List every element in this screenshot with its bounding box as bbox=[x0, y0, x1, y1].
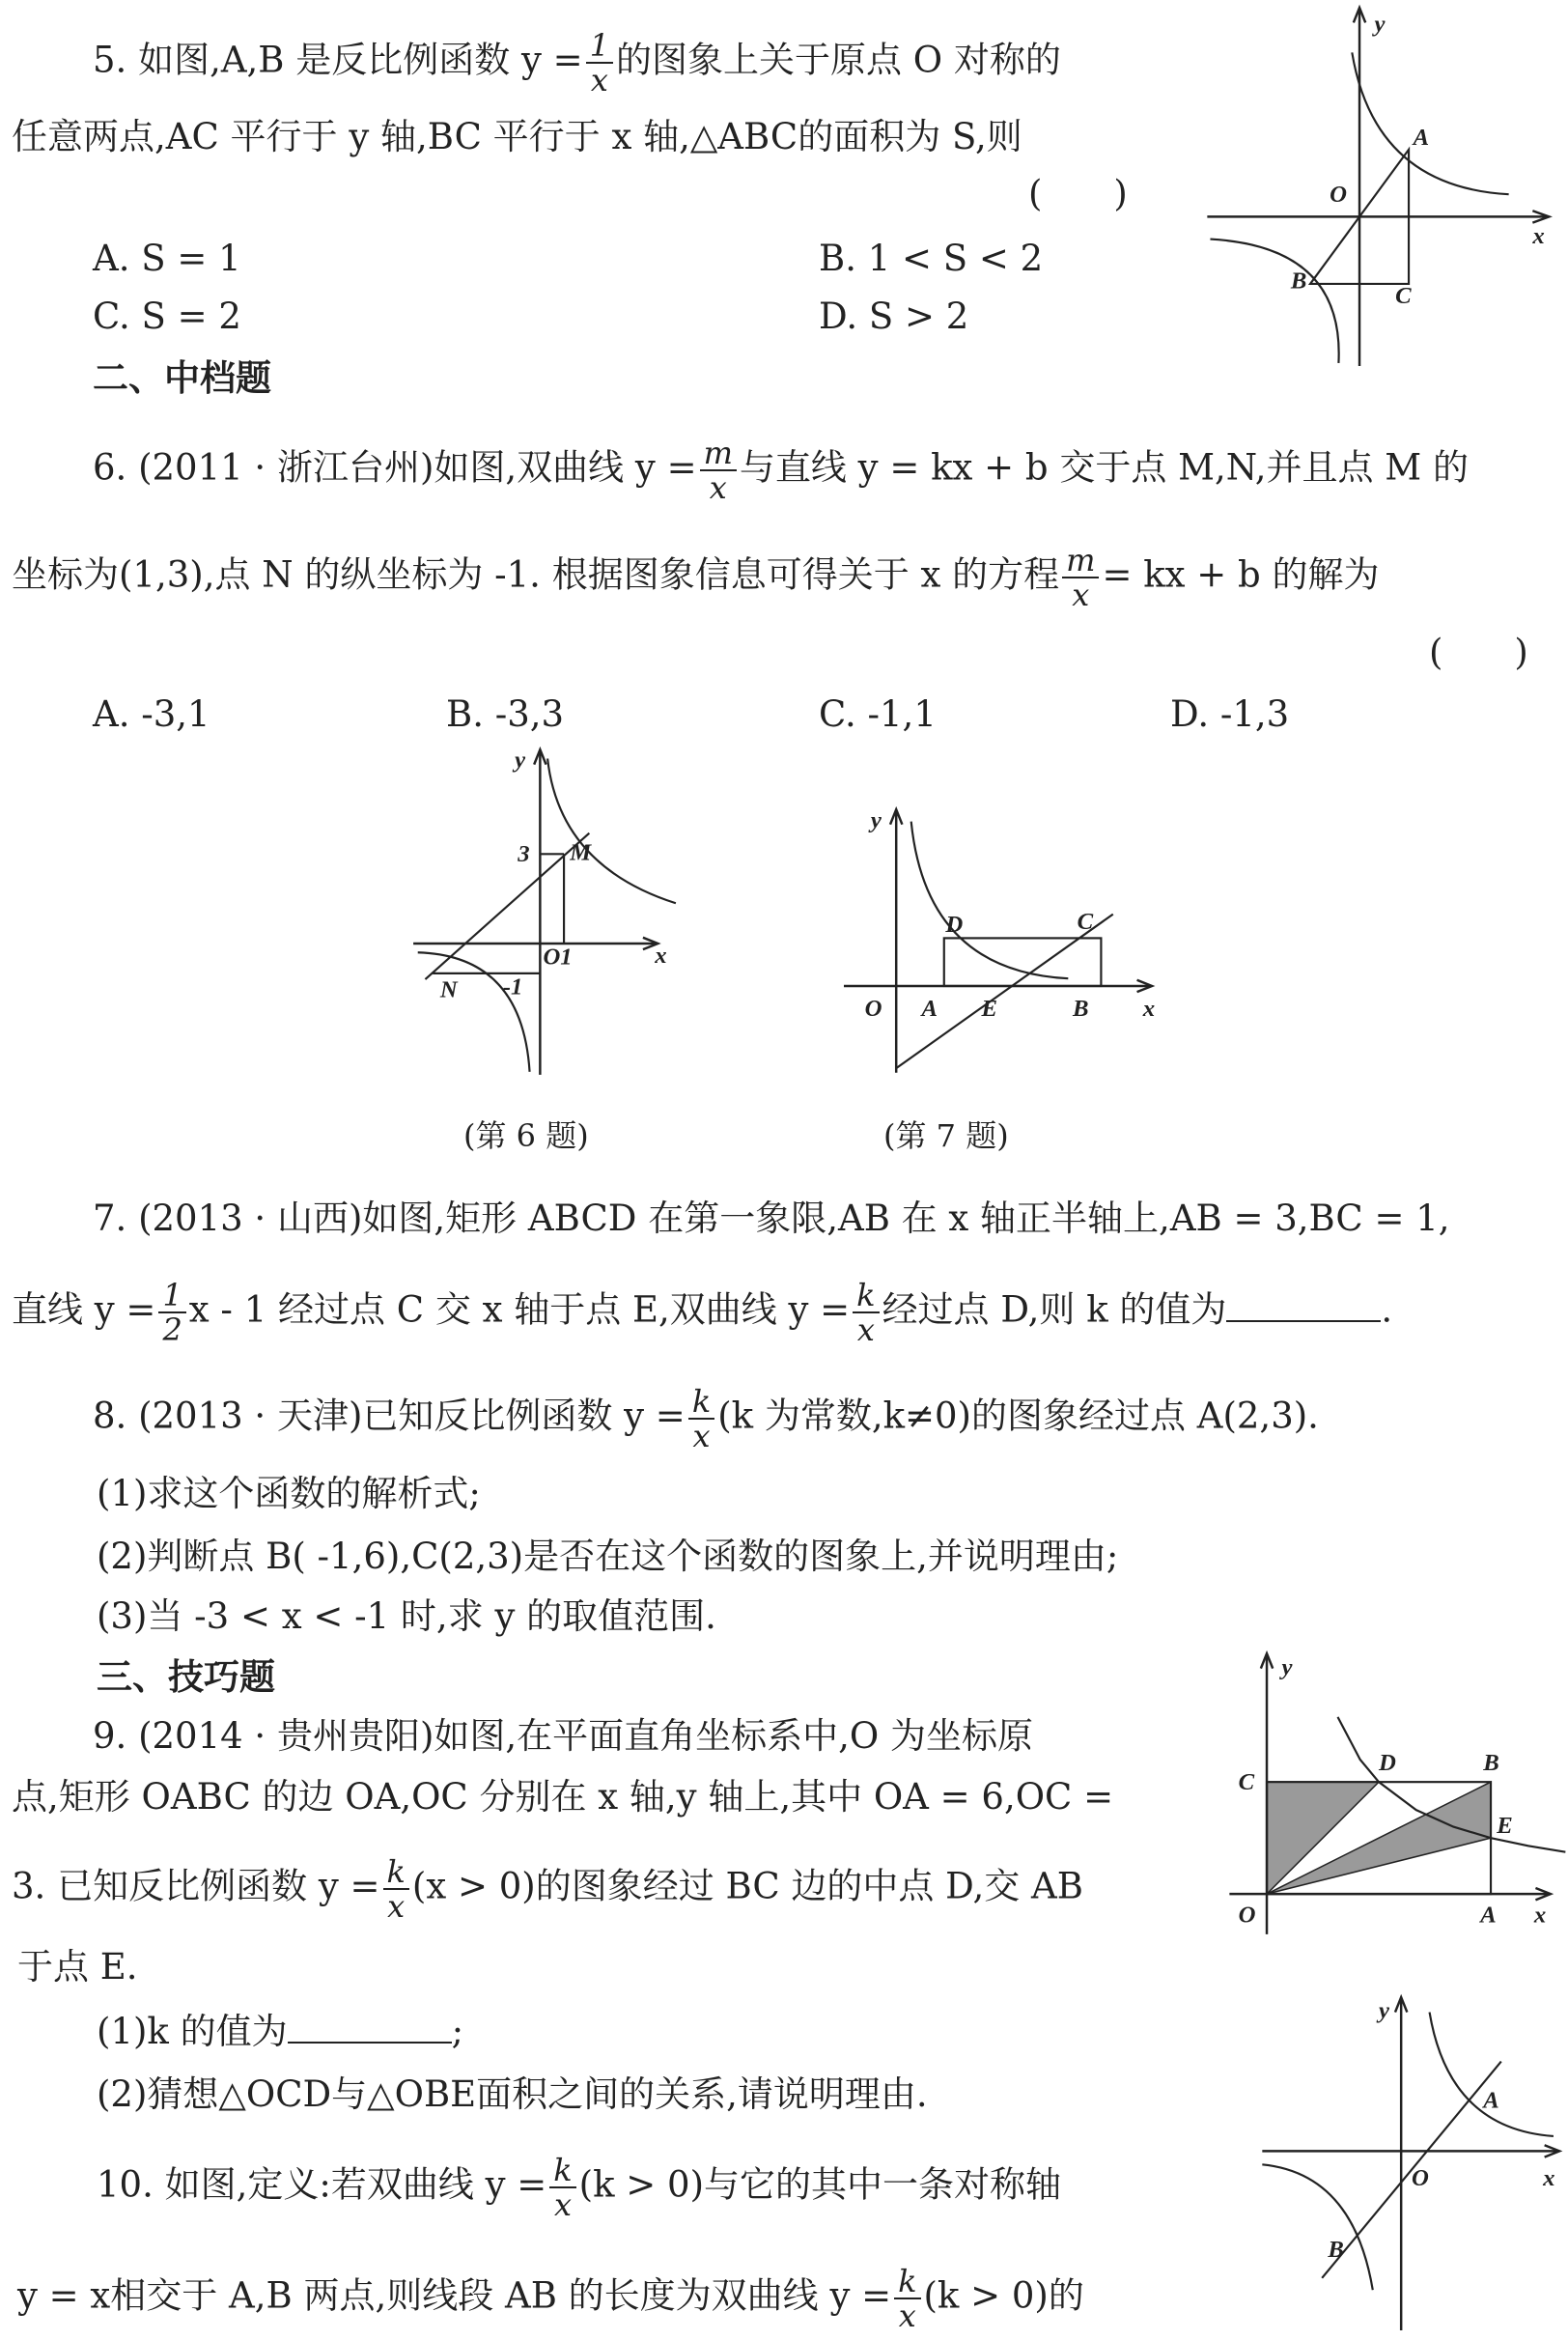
label-x: x bbox=[1533, 1902, 1547, 1929]
fraction bbox=[158, 1279, 185, 1346]
label-d: D bbox=[1379, 1749, 1396, 1776]
q9-part1 bbox=[97, 2008, 463, 2056]
q8-part1: (1)求这个函数的解析式; bbox=[97, 1473, 481, 1514]
q6-text: 坐标为(1,3),点 N 的纵坐标为 -1. 根据图象信息可得关于 x 的方程 bbox=[12, 553, 1060, 596]
fraction bbox=[700, 437, 737, 504]
q9-line3 bbox=[12, 1855, 1083, 1923]
numerator: 1 bbox=[162, 1277, 182, 1313]
q9-text: (x > 0)的图象经过 BC 边的中点 D,交 AB bbox=[411, 1865, 1083, 1907]
q7-line2 bbox=[12, 1279, 1392, 1346]
q5-line1 bbox=[93, 29, 1061, 97]
label-y: y bbox=[515, 747, 526, 774]
q10-text: 10. 如图,定义:若双曲线 y = bbox=[97, 2163, 547, 2206]
denominator: x bbox=[383, 1888, 409, 1923]
q6-text: 与直线 y = kx + b 交于点 M,N,并且点 M 的 bbox=[739, 446, 1469, 489]
q5-text: 的图象上关于原点 O 对称的 bbox=[616, 39, 1061, 81]
numerator: 1 bbox=[589, 27, 610, 64]
label-y: y bbox=[1374, 11, 1386, 38]
q6-figure-caption: (第 6 题) bbox=[463, 1117, 589, 1154]
q10-line1 bbox=[97, 2154, 1061, 2221]
fraction bbox=[586, 29, 613, 97]
numerator: m bbox=[1066, 542, 1096, 578]
label-m: M bbox=[570, 839, 592, 866]
q7-line1: 7. (2013 · 山西)如图,矩形 ABCD 在第一象限,AB 在 x 轴正半轴上,AB = 3,BC = 1, bbox=[93, 1198, 1450, 1239]
q6-option-d: D. -1,3 bbox=[1170, 693, 1290, 735]
label-c: C bbox=[1077, 909, 1094, 936]
q5-figure bbox=[1195, 8, 1554, 366]
numerator: k bbox=[691, 1383, 712, 1420]
fraction bbox=[549, 2154, 575, 2221]
denominator: 2 bbox=[158, 1311, 185, 1346]
label-c: C bbox=[1238, 1768, 1255, 1795]
hyperbola-branch bbox=[1210, 240, 1338, 363]
q5-line2: 任意两点,AC 平行于 y 轴,BC 平行于 x 轴,△ABC的面积为 S,则 bbox=[12, 116, 1022, 157]
q6-option-a: A. -3,1 bbox=[93, 693, 210, 735]
q6-answer-paren: ( ) bbox=[1429, 632, 1528, 673]
denominator: x bbox=[1062, 577, 1099, 611]
q10-figure bbox=[1262, 1994, 1561, 2330]
q5-answer-paren: ( ) bbox=[1028, 173, 1128, 214]
q5-option-b: B. 1 < S < 2 bbox=[819, 238, 1044, 279]
label-a: A bbox=[1483, 2087, 1499, 2114]
numerator: k bbox=[553, 2152, 573, 2188]
label-a: A bbox=[1480, 1902, 1497, 1929]
label-o: O bbox=[1238, 1902, 1256, 1929]
label-e: E bbox=[1497, 1812, 1513, 1839]
label-b: B bbox=[1290, 268, 1307, 295]
label-3: 3 bbox=[518, 841, 530, 868]
fraction bbox=[853, 1279, 879, 1346]
label-d: D bbox=[945, 912, 964, 939]
label-n: N bbox=[439, 976, 458, 1003]
q5-option-d: D. S > 2 bbox=[819, 296, 969, 337]
q7-text: . bbox=[1381, 1288, 1393, 1331]
denominator: x bbox=[586, 62, 613, 97]
q9-text: 3. 已知反比例函数 y = bbox=[12, 1865, 380, 1907]
q9-text: ; bbox=[451, 2011, 464, 2052]
q10-text: y = x相交于 A,B 两点,则线段 AB 的长度为双曲线 y = bbox=[17, 2274, 892, 2317]
hyperbola-branch bbox=[1352, 52, 1508, 194]
label-y: y bbox=[870, 806, 882, 833]
q10-text: (k > 0)的 bbox=[923, 2274, 1084, 2317]
label-o: O bbox=[864, 995, 882, 1022]
numerator: m bbox=[703, 435, 733, 471]
q7-text: 经过点 D,则 k 的值为 bbox=[882, 1288, 1227, 1331]
q6-option-b: B. -3,3 bbox=[446, 693, 565, 735]
q10-line2 bbox=[17, 2265, 1084, 2332]
q10-text: (k > 0)与它的其中一条对称轴 bbox=[578, 2163, 1062, 2206]
denominator: x bbox=[688, 1418, 714, 1452]
q6-line1 bbox=[93, 437, 1469, 504]
q5-option-a: A. S = 1 bbox=[93, 238, 241, 279]
fraction bbox=[1062, 544, 1099, 611]
label-x: x bbox=[1543, 2164, 1555, 2191]
q6-option-c: C. -1,1 bbox=[819, 693, 937, 735]
q6-text: 6. (2011 · 浙江台州)如图,双曲线 y = bbox=[93, 446, 697, 489]
label-neg1: -1 bbox=[502, 973, 523, 1001]
denominator: x bbox=[853, 1311, 879, 1346]
q9-text: (1)k 的值为 bbox=[97, 2011, 288, 2052]
section-heading-2: 二、中档题 bbox=[93, 356, 271, 399]
label-b: B bbox=[1328, 2237, 1344, 2264]
q7-text: 直线 y = bbox=[12, 1288, 156, 1331]
label-y: y bbox=[1378, 1997, 1389, 2024]
section-heading-3: 三、技巧题 bbox=[97, 1655, 275, 1698]
label-e: E bbox=[981, 995, 998, 1022]
label-b: B bbox=[1483, 1749, 1499, 1776]
label-x: x bbox=[1142, 995, 1156, 1022]
q9-line1: 9. (2014 · 贵州贵阳)如图,在平面直角坐标系中,O 为坐标原 bbox=[93, 1715, 1033, 1757]
q8-text: (k 为常数,k≠0)的图象经过点 A(2,3). bbox=[717, 1395, 1319, 1437]
q8-part2: (2)判断点 B( -1,6),C(2,3)是否在这个函数的图象上,并说明理由; bbox=[97, 1536, 1119, 1577]
fraction bbox=[688, 1385, 714, 1452]
label-x: x bbox=[655, 943, 667, 970]
fraction bbox=[894, 2265, 920, 2332]
hyperbola-branch bbox=[1262, 2164, 1372, 2290]
label-c: C bbox=[1395, 283, 1412, 310]
q7-figure bbox=[844, 806, 1165, 1076]
q8-text: 8. (2013 · 天津)已知反比例函数 y = bbox=[93, 1395, 686, 1437]
hyperbola bbox=[911, 822, 1069, 979]
q9-line2: 点,矩形 OABC 的边 OA,OC 分别在 x 轴,y 轴上,其中 OA = 6,OC = bbox=[12, 1776, 1114, 1818]
fraction bbox=[383, 1855, 409, 1923]
q9-line4: 于点 E. bbox=[17, 1946, 138, 1988]
label-o1: O1 bbox=[543, 944, 573, 971]
label-o: O bbox=[1330, 181, 1347, 208]
q6-text: = kx + b 的解为 bbox=[1102, 553, 1380, 596]
denominator: x bbox=[549, 2186, 575, 2221]
label-a: A bbox=[1413, 125, 1430, 152]
q5-text: 5. 如图,A,B 是反比例函数 y = bbox=[93, 39, 583, 81]
q5-option-c: C. S = 2 bbox=[93, 296, 241, 337]
denominator: x bbox=[700, 469, 737, 504]
label-a: A bbox=[921, 995, 938, 1022]
denominator: x bbox=[894, 2298, 920, 2332]
q8-part3: (3)当 -3 < x < -1 时,求 y 的取值范围. bbox=[97, 1595, 716, 1637]
q9-figure bbox=[1218, 1650, 1554, 1934]
q7-text: x - 1 经过点 C 交 x 轴于点 E,双曲线 y = bbox=[188, 1288, 851, 1331]
q6-line2 bbox=[12, 544, 1379, 611]
answer-blank[interactable] bbox=[288, 2013, 452, 2044]
q6-figure bbox=[410, 747, 679, 1075]
answer-blank[interactable] bbox=[1226, 1291, 1381, 1322]
numerator: k bbox=[898, 2263, 917, 2299]
label-y: y bbox=[1281, 1653, 1293, 1680]
label-b: B bbox=[1072, 995, 1089, 1022]
q8-line1 bbox=[93, 1385, 1319, 1452]
numerator: k bbox=[386, 1853, 406, 1890]
q7-figure-caption: (第 7 题) bbox=[883, 1117, 1009, 1154]
numerator: k bbox=[856, 1277, 876, 1313]
label-o: O bbox=[1412, 2164, 1429, 2191]
hyperbola-branch bbox=[547, 758, 676, 903]
label-x: x bbox=[1532, 223, 1545, 250]
q9-part2: (2)猜想△OCD与△OBE面积之间的关系,请说明理由. bbox=[97, 2073, 928, 2115]
